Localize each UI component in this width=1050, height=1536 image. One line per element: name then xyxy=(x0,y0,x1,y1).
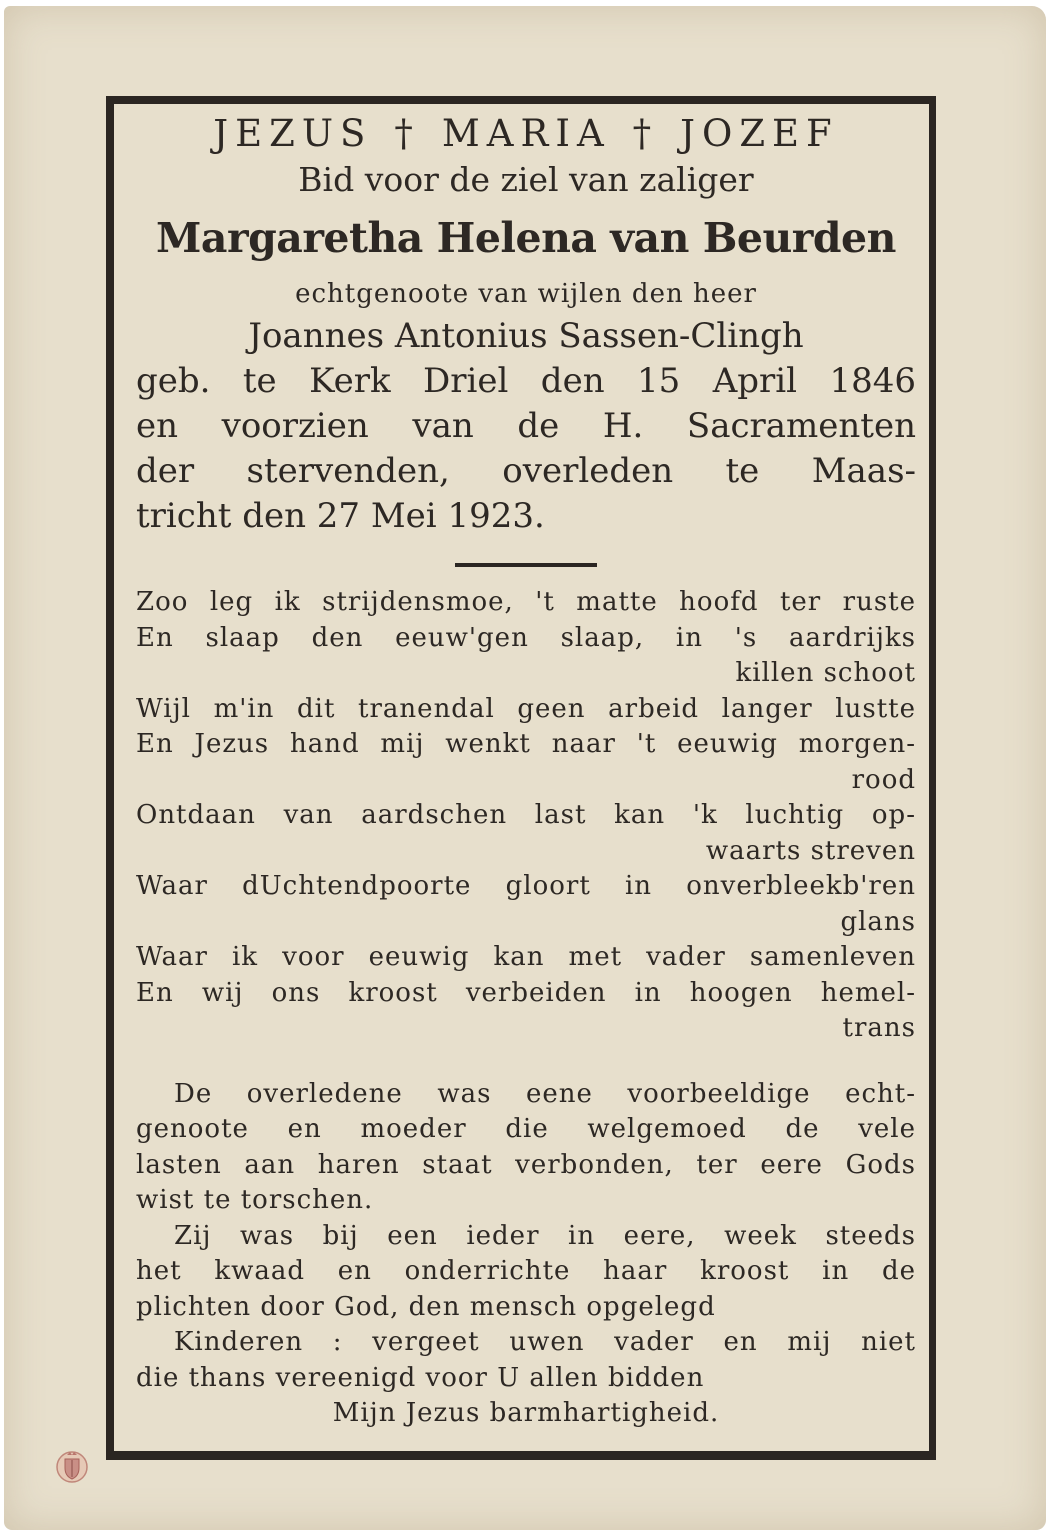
bio-line: tricht den 27 Mei 1923. xyxy=(136,496,545,536)
cross-icon: † xyxy=(394,112,420,155)
prose-line: De overledene was eene voorbeeldige echt- xyxy=(174,1078,916,1109)
poem-line: killen schoot xyxy=(735,658,916,688)
cross-icon: † xyxy=(632,112,659,155)
poem-line: rood xyxy=(851,764,916,795)
prose-line: die thans vereenigd voor U allen bidden xyxy=(136,1362,705,1393)
prose-line: het kwaad en onderrichte haar kroost in de xyxy=(136,1256,916,1286)
prayer-subtitle: Bid voor de ziel van zaliger xyxy=(298,160,754,199)
poem-line: En wij ons kroost verbeiden in hoogen hemel- xyxy=(136,977,916,1008)
bio-line: der stervenden, overleden te Maas- xyxy=(136,451,916,491)
bio-line: geb. te Kerk Driel den 15 April 1846 xyxy=(136,361,916,401)
poem-line: Ontdaan van aardschen last kan 'k luchtig op- xyxy=(136,800,916,830)
holy-names-heading xyxy=(136,110,916,158)
poem-line: Zoo leg ik strijdensmoe, 't matte hoofd ter ruste xyxy=(136,587,916,617)
poem-line: waarts streven xyxy=(705,835,916,866)
poem-line: En Jezus hand mij wenkt naar 't eeuwig morgen- xyxy=(136,729,916,759)
section-gap xyxy=(136,1047,916,1077)
card-content xyxy=(136,110,916,1432)
poem-line: glans xyxy=(840,906,916,937)
heraldic-seal-icon xyxy=(52,1446,92,1486)
prose-line: wist te torschen. xyxy=(136,1185,374,1215)
poem-line: Waar ik voor eeuwig kan met vader samenleven xyxy=(136,942,916,972)
prose-line: Kinderen : vergeet uwen vader en mij niet xyxy=(174,1327,916,1357)
spouse-name: Joannes Antonius Sassen-Clingh xyxy=(248,316,804,356)
prose-line: Zij was bij een ieder in eere, week steeds xyxy=(174,1220,916,1251)
poem-line: trans xyxy=(842,1013,916,1043)
closing-prayer: Mijn Jezus barmhartigheid. xyxy=(332,1398,720,1428)
prose-line: plichten door God, den mensch opgelegd xyxy=(136,1291,716,1322)
heading-word-jozef: JOZEF xyxy=(680,112,839,155)
prose-line: genoote en moeder die welgemoed de vele xyxy=(136,1114,916,1144)
deceased-name: Margaretha Helena van Beurden xyxy=(156,214,896,262)
spouse-intro: echtgenoote van wijlen den heer xyxy=(295,279,757,309)
bio-line: en voorzien van de H. Sacramenten xyxy=(136,406,916,446)
poem-line: En slaap den eeuw'gen slaap, in 's aardrijks xyxy=(136,622,916,653)
heading-word-jezus: JEZUS xyxy=(213,112,373,155)
divider-rule xyxy=(455,563,597,567)
heading-word-maria: MARIA xyxy=(441,112,611,155)
prose-line: lasten aan haren staat verbonden, ter eere Gods xyxy=(136,1149,916,1180)
poem-line: Wijl m'in dit tranendal geen arbeid langer lustte xyxy=(136,693,916,724)
poem-line: Waar dUchtendpoorte gloort in onverbleekb'ren xyxy=(136,871,916,901)
